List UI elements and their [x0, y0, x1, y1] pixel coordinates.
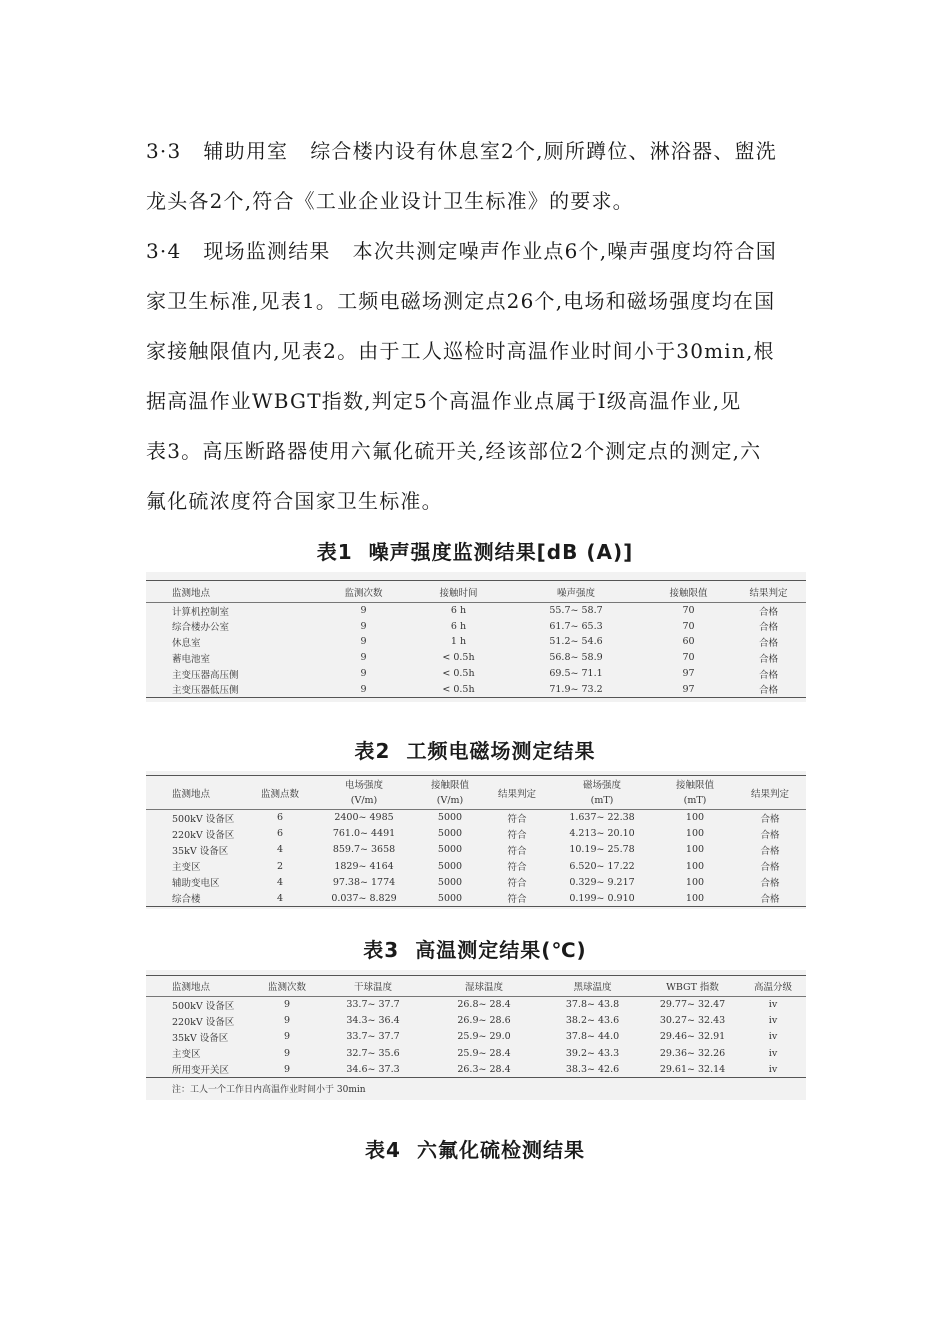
table-cell: 38.3~ 42.6	[565, 1063, 620, 1075]
column-header: WBGT 指数	[666, 982, 719, 993]
table-cell: 97.38~ 1774	[332, 876, 396, 888]
table-row	[146, 618, 806, 634]
column-header: 干球温度	[353, 982, 392, 993]
table-cell: 70	[682, 605, 695, 617]
table-cell: 33.7~ 37.7	[346, 999, 400, 1011]
table-cell: 1829~ 4164	[334, 860, 394, 872]
table-cell: 计算机控制室	[172, 606, 230, 618]
caption-number: 表4	[365, 1138, 401, 1162]
column-header: 湿球温度	[464, 982, 503, 993]
table-cell: 30.27~ 32.43	[659, 1015, 726, 1027]
table1-caption	[0, 536, 950, 565]
table-row	[146, 1045, 806, 1061]
table-row	[146, 842, 806, 858]
table3-caption	[0, 934, 950, 963]
table-row	[146, 681, 806, 697]
table-header-row	[146, 581, 806, 603]
table-cell: 9	[360, 636, 367, 648]
table-cell: 9	[360, 683, 367, 695]
table-cell: < 0.5h	[442, 668, 475, 680]
table-cell: 220kV 设备区	[172, 829, 235, 841]
text-line-2: 龙头各2个,符合《工业企业设计卫生标准》的要求。	[146, 189, 634, 213]
table-cell: 26.9~ 28.6	[457, 1015, 511, 1027]
text-line-1: 综合楼内设有休息室2个,厕所蹲位、淋浴器、盥洗	[310, 139, 777, 163]
column-header: 接触限值	[669, 587, 708, 599]
table-row	[146, 634, 806, 650]
text-line-5: 家接触限值内,见表2。由于工人巡检时高温作业时间小于30min,根	[146, 339, 775, 363]
column-header: 结果判定	[497, 788, 536, 800]
table-cell: 合格	[758, 637, 778, 649]
table-cell: 29.36~ 32.26	[659, 1047, 726, 1059]
table-cell: 合格	[758, 669, 778, 681]
text-line-4: 家卫生标准,见表1。工频电磁场测定点26个,电场和磁场强度均在国	[146, 289, 776, 313]
table-cell: 60	[682, 636, 695, 648]
table-row	[146, 810, 806, 826]
table-cell: 5000	[437, 876, 463, 888]
table-header-row	[146, 976, 806, 997]
column-header: 结果判定	[750, 788, 789, 800]
body-paragraph	[146, 126, 806, 526]
table4-caption	[0, 1134, 950, 1163]
table-cell: 符合	[507, 862, 527, 874]
table-cell: 2	[276, 860, 284, 872]
table-row	[146, 874, 806, 890]
table3	[146, 970, 806, 1100]
table-cell: 6 h	[450, 605, 467, 617]
table-cell: 55.7~ 58.7	[549, 605, 603, 617]
table-cell: 32.7~ 35.6	[346, 1047, 400, 1059]
table-cell: 主变压器高压侧	[172, 669, 239, 681]
table-cell: 37.8~ 43.8	[565, 999, 620, 1011]
column-header: 黑球温度	[573, 982, 612, 993]
table-cell: 97	[682, 683, 695, 695]
table-cell: 2400~ 4985	[334, 812, 394, 824]
text-line	[146, 126, 806, 176]
table-cell: 70	[682, 652, 695, 664]
table-cell: 符合	[507, 813, 527, 825]
table-cell: 100	[685, 828, 705, 840]
table-cell: < 0.5h	[442, 683, 475, 695]
table-cell: iv	[768, 999, 778, 1011]
table-cell: 39.2~ 43.3	[565, 1047, 620, 1059]
table-cell: 6	[276, 812, 284, 824]
table-cell: 0.037~ 8.829	[331, 892, 397, 904]
table-cell: iv	[768, 1047, 778, 1059]
table-row	[146, 858, 806, 874]
table-cell: 35kV 设备区	[172, 1032, 229, 1044]
table-cell: 符合	[507, 829, 527, 841]
table-cell: 1 h	[450, 636, 467, 648]
section-number: 3·4	[146, 239, 182, 263]
table-cell: 71.9~ 73.2	[549, 683, 603, 695]
table-cell: 34.3~ 36.4	[346, 1015, 400, 1027]
table-cell: iv	[768, 1015, 778, 1027]
table-cell: 4	[276, 844, 284, 856]
table-cell: 6	[276, 828, 284, 840]
table-cell: 70	[682, 620, 695, 632]
table-cell: 761.0~ 4491	[332, 828, 396, 840]
table-cell: 97	[682, 668, 695, 680]
table-cell: 61.7~ 65.3	[549, 620, 603, 632]
table-row	[146, 890, 806, 906]
table-cell: 蓄电池室	[172, 653, 211, 665]
caption-number: 表3	[363, 938, 400, 962]
table-cell: 33.7~ 37.7	[346, 1031, 400, 1043]
table-cell: 26.8~ 28.4	[457, 999, 511, 1011]
table-cell: 6 h	[450, 620, 467, 632]
header-line: 接触限值	[430, 779, 469, 791]
caption-text: 六氟化硫检测结果	[416, 1138, 585, 1162]
table-row	[146, 1029, 806, 1045]
column-header	[314, 776, 414, 810]
table-cell: 4	[276, 876, 284, 888]
table-cell: 29.61~ 32.14	[659, 1063, 726, 1075]
caption-text: 工频电磁场测定结果	[406, 739, 596, 763]
table-cell: 辅助变电区	[172, 878, 220, 890]
table-cell: 100	[685, 892, 705, 904]
caption-number: 表1	[316, 540, 353, 564]
table-cell: 合格	[760, 845, 780, 857]
table-cell: iv	[768, 1031, 778, 1043]
table-cell: 5000	[437, 860, 463, 872]
text-line-6: 据高温作业WBGT指数,判定5个高温作业点属于Ⅰ级高温作业,见	[146, 389, 742, 413]
table-cell: 9	[360, 605, 367, 617]
column-header: 监测次数	[344, 587, 383, 599]
table-cell: 500kV 设备区	[172, 1000, 235, 1012]
table-cell: 35kV 设备区	[172, 845, 229, 857]
column-header	[548, 776, 656, 810]
table-cell: 100	[685, 812, 705, 824]
table-cell: 符合	[507, 845, 527, 857]
header-line: 电场强度	[344, 779, 383, 791]
table-row	[146, 997, 806, 1013]
table1	[146, 572, 806, 702]
table-cell: 合格	[758, 622, 778, 634]
table-row	[146, 1013, 806, 1029]
table-cell: 9	[360, 668, 367, 680]
table-cell: 37.8~ 44.0	[565, 1031, 620, 1043]
table-cell: 4.213~ 20.10	[569, 828, 635, 840]
text-line-7: 表3。高压断路器使用六氟化硫开关,经该部位2个测定点的测定,六	[146, 439, 762, 463]
table-cell: iv	[768, 1063, 778, 1075]
table-header-row	[146, 776, 806, 810]
table-cell: 合格	[760, 813, 780, 825]
table-cell: 9	[283, 999, 291, 1011]
table-cell: 综合楼办公室	[172, 622, 230, 634]
table-cell: 10.19~ 25.78	[569, 844, 635, 856]
caption-text: 高温测定结果(℃)	[415, 938, 587, 962]
table-cell: 9	[360, 620, 367, 632]
table-cell: 主变区	[172, 862, 201, 874]
column-header: 接触时间	[439, 587, 478, 599]
table-cell: 合格	[758, 685, 778, 697]
table-cell: 综合楼	[172, 894, 201, 906]
text-line	[146, 226, 806, 276]
table-cell: 9	[283, 1015, 291, 1027]
table-cell: 100	[685, 860, 705, 872]
table-cell: 休息室	[172, 637, 201, 649]
table-cell: 符合	[507, 894, 527, 906]
caption-text: 噪声强度监测结果[dB (A)]	[368, 540, 634, 564]
table2	[146, 771, 806, 909]
table-row	[146, 1061, 806, 1077]
table-row	[146, 650, 806, 666]
column-header: 噪声强度	[556, 587, 595, 599]
column-header: 监测次数	[267, 982, 306, 993]
table-row	[146, 603, 806, 619]
table-cell: 9	[283, 1063, 291, 1075]
table-cell: 合格	[760, 862, 780, 874]
table-cell: 9	[283, 1047, 291, 1059]
table-cell: 合格	[760, 829, 780, 841]
table-cell: 26.3~ 28.4	[457, 1063, 511, 1075]
table-cell: 合格	[760, 894, 780, 906]
column-header	[656, 776, 734, 810]
column-header: 监测地点	[172, 982, 211, 993]
section-heading: 现场监测结果	[203, 239, 331, 263]
table-cell: 5000	[437, 812, 463, 824]
table-cell: 25.9~ 29.0	[457, 1031, 511, 1043]
caption-number: 表2	[354, 739, 391, 763]
table-cell: 859.7~ 3658	[332, 844, 396, 856]
table-cell: 38.2~ 43.6	[565, 1015, 620, 1027]
table2-caption	[0, 735, 950, 764]
table-cell: 100	[685, 844, 705, 856]
table-cell: 34.6~ 37.3	[346, 1063, 400, 1075]
table-cell: 5000	[437, 828, 463, 840]
table-cell: 29.46~ 32.91	[659, 1031, 726, 1043]
table-cell: 0.329~ 9.217	[569, 876, 635, 888]
table-cell: 所用变开关区	[172, 1065, 230, 1077]
section-heading: 辅助用室	[203, 139, 289, 163]
table-row	[146, 666, 806, 682]
table-cell: 合格	[760, 878, 780, 890]
header-unit: (mT)	[683, 794, 707, 806]
column-header: 结果判定	[749, 587, 788, 599]
table-cell: 5000	[437, 844, 463, 856]
text-line-8: 氟化硫浓度符合国家卫生标准。	[146, 489, 443, 513]
table-note: 注：工人一个工作日内高温作业时间小于 30min	[172, 1084, 366, 1095]
table-cell: 56.8~ 58.9	[549, 652, 603, 664]
table-cell: 9	[360, 652, 367, 664]
column-header	[414, 776, 486, 810]
table-cell: 51.2~ 54.6	[549, 636, 603, 648]
section-number: 3·3	[146, 139, 182, 163]
header-line: 接触限值	[675, 779, 714, 791]
table-cell: 合格	[758, 653, 778, 665]
column-header: 高温分级	[753, 982, 792, 993]
table-cell: 符合	[507, 878, 527, 890]
table-cell: 220kV 设备区	[172, 1016, 235, 1028]
table-cell: 0.199~ 0.910	[569, 892, 635, 904]
header-unit: (mT)	[590, 794, 614, 806]
table-cell: 69.5~ 71.1	[549, 668, 603, 680]
table-cell: 合格	[758, 606, 778, 618]
text-line-3: 本次共测定噪声作业点6个,噪声强度均符合国	[352, 239, 777, 263]
table-cell: 100	[685, 876, 705, 888]
table-cell: 主变区	[172, 1049, 201, 1061]
table-cell: 9	[283, 1031, 291, 1043]
column-header: 监测地点	[172, 587, 211, 599]
table-cell: 6.520~ 17.22	[569, 860, 635, 872]
column-header: 监测地点	[172, 788, 211, 800]
table-cell: < 0.5h	[442, 652, 475, 664]
table-cell: 主变压器低压侧	[172, 685, 239, 697]
table-cell: 5000	[437, 892, 463, 904]
table-cell: 29.77~ 32.47	[659, 999, 726, 1011]
table-cell: 1.637~ 22.38	[569, 812, 635, 824]
table-cell: 4	[276, 892, 284, 904]
table-cell: 25.9~ 28.4	[457, 1047, 511, 1059]
header-unit: (V/m)	[350, 794, 378, 806]
column-header: 监测点数	[260, 788, 299, 800]
table-cell: 500kV 设备区	[172, 813, 235, 825]
header-unit: (V/m)	[436, 794, 464, 806]
header-line: 磁场强度	[582, 779, 621, 791]
table-row	[146, 826, 806, 842]
